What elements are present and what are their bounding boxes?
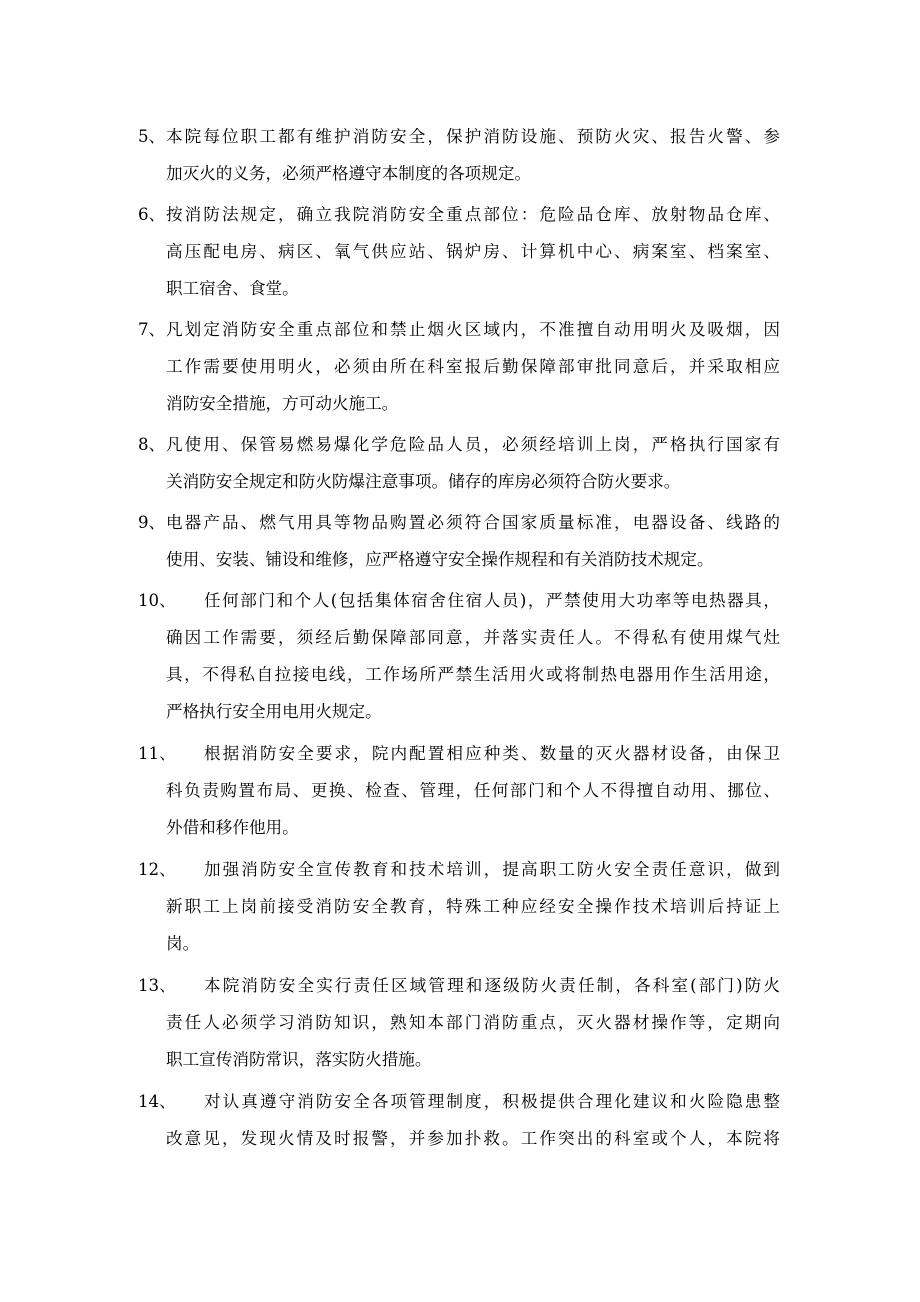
item-number: 8、 xyxy=(138,435,166,454)
item-line: 加强消防安全宣传教育和技术培训，提高职工防火安全责任意识，做到 xyxy=(204,860,780,879)
item-line: 高压配电房、病区、氧气供应站、锅炉房、计算机中心、病案室、档案室、 xyxy=(166,242,780,261)
item-number: 6、 xyxy=(138,205,166,224)
item-number: 13、 xyxy=(138,976,176,995)
item-line: 凡使用、保管易燃易爆化学危险品人员，必须经培训上岗，严格执行国家有 xyxy=(166,435,780,454)
item-line: 使用、安装、铺设和维修，应严格遵守安全操作规程和有关消防技术规定。 xyxy=(166,550,714,569)
item-line: 根据消防安全要求，院内配置相应种类、数量的灭火器材设备，由保卫 xyxy=(204,744,780,763)
item-number: 5、 xyxy=(138,127,166,146)
item-line: 本院消防安全实行责任区域管理和逐级防火责任制，各科室(部门)防火 xyxy=(204,976,780,995)
item-line: 职工宿舍、食堂。 xyxy=(166,279,299,298)
item-line: 工作需要使用明火，必须由所在科室报后勤保障部审批同意后，并采取相应 xyxy=(166,357,780,376)
item-number: 14、 xyxy=(138,1092,176,1111)
item-line: 按消防法规定，确立我院消防安全重点部位：危险品仓库、放射物品仓库、 xyxy=(166,205,780,224)
item-number: 7、 xyxy=(138,320,166,339)
item-line: 确因工作需要，须经后勤保障部同意，并落实责任人。不得私有使用煤气灶 xyxy=(166,628,780,647)
item-number: 11、 xyxy=(138,744,176,763)
item-line: 科负责购置布局、更换、检查、管理，任何部门和个人不得擅自动用、挪位、 xyxy=(166,781,780,800)
item-line: 岗。 xyxy=(166,934,200,953)
item-line: 凡划定消防安全重点部位和禁止烟火区域内，不准擅自动用明火及吸烟，因 xyxy=(166,320,780,339)
item-line: 外借和移作他用。 xyxy=(166,818,299,837)
item-line: 责任人必须学习消防知识，熟知本部门消防重点，灭火器材操作等，定期向 xyxy=(166,1013,780,1032)
item-number: 12、 xyxy=(138,860,176,879)
item-line: 任何部门和个人(包括集体宿舍住宿人员)，严禁使用大功率等电热器具， xyxy=(204,591,780,610)
item-line: 新职工上岗前接受消防安全教育，特殊工种应经安全操作技术培训后持证上 xyxy=(166,897,780,916)
item-line: 加灭火的义务，必须严格遵守本制度的各项规定。 xyxy=(166,164,532,183)
item-line: 消防安全措施，方可动火施工。 xyxy=(166,394,399,413)
item-line: 本院每位职工都有维护消防安全，保护消防设施、预防火灾、报告火警、参 xyxy=(166,127,780,146)
item-number: 9、 xyxy=(138,513,166,532)
item-line: 电器产品、燃气用具等物品购置必须符合国家质量标准，电器设备、线路的 xyxy=(166,513,780,532)
item-number: 10、 xyxy=(138,591,176,610)
item-line: 对认真遵守消防安全各项管理制度，积极提供合理化建议和火险隐患整 xyxy=(204,1092,780,1111)
item-line: 具，不得私自拉接电线，工作场所严禁生活用火或将制热电器用作生活用途， xyxy=(166,665,780,684)
item-line: 关消防安全规定和防火防爆注意事项。储存的库房必须符合防火要求。 xyxy=(166,472,681,491)
item-line: 改意见，发现火情及时报警，并参加扑救。工作突出的科室或个人，本院将 xyxy=(166,1129,780,1148)
item-line: 职工宣传消防常识，落实防火措施。 xyxy=(166,1050,432,1069)
item-line: 严格执行安全用电用火规定。 xyxy=(166,702,382,721)
